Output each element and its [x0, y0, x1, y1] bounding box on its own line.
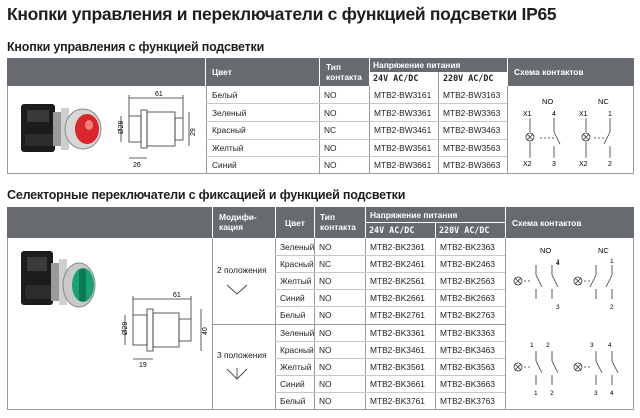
header-contact-type: Тип контакта: [326, 62, 362, 82]
pushbutton-dimension-drawing: [107, 86, 205, 174]
pushbutton-contact-scheme: [510, 88, 632, 172]
cell-color: Зеленый: [280, 242, 314, 252]
cell-24v: MTB2-BK3361: [370, 328, 425, 338]
cell-type: NC: [319, 259, 332, 269]
cell-type: NO: [319, 276, 332, 286]
header-voltage: Напряжение питания: [370, 210, 458, 220]
svg-text:4: 4: [610, 390, 614, 397]
page-title: Кнопки управления и переключатели с функцией подсветки IP65: [7, 4, 557, 24]
section1-table: [7, 58, 634, 174]
cell-24v: MTB2-BW3561: [374, 143, 432, 153]
cell-24v: MTB2-BW3661: [374, 160, 432, 170]
section2-title: Селекторные переключатели с фиксацией и функцией подсветки: [7, 188, 406, 202]
cell-type: NO: [319, 396, 332, 406]
svg-text:2: 2: [608, 161, 612, 168]
cell-220v: MTB2-BK3663: [440, 379, 495, 389]
switch-3pos-symbol: [225, 367, 249, 383]
cell-220v: MTB2-BW3363: [443, 108, 501, 118]
group-label-2pos: 2 положения: [217, 265, 267, 275]
cell-220v: MTB2-BW3163: [443, 90, 501, 100]
cell-24v: MTB2-BW3461: [374, 125, 432, 135]
svg-text:1: 1: [608, 111, 612, 118]
cell-220v: MTB2-BW3563: [443, 143, 501, 153]
cell-color: Зеленый: [212, 108, 247, 118]
cell-type: NO: [319, 362, 332, 372]
svg-text:2: 2: [550, 390, 554, 397]
svg-text:2: 2: [610, 304, 614, 311]
green-selector-image: [15, 245, 111, 325]
svg-text:1: 1: [530, 342, 534, 349]
cell-24v: MTB2-BK2361: [370, 242, 425, 252]
cell-220v: MTB2-BK3763: [440, 396, 495, 406]
cell-color: Зеленый: [280, 328, 314, 338]
svg-text:2: 2: [546, 342, 550, 349]
cell-24v: MTB2-BW3161: [374, 90, 432, 100]
cell-type: NO: [319, 345, 332, 355]
header-scheme: Схема контактов: [514, 67, 584, 77]
header-contact-type: Тип контакта: [320, 212, 356, 232]
dim-diameter: Ø29: [122, 321, 129, 335]
cell-24v: MTB2-BK2461: [370, 259, 425, 269]
dim-diameter: Ø28: [118, 120, 125, 134]
selector-3pos-contact-scheme: [508, 327, 632, 407]
cell-24v: MTB2-BK3661: [370, 379, 425, 389]
cell-color: Красный: [280, 345, 314, 355]
scheme-nc-label: NC: [598, 97, 609, 106]
cell-color: Синий: [280, 379, 305, 389]
header-220v: 220V AC/DC: [439, 225, 490, 235]
cell-color: Белый: [280, 310, 306, 320]
cell-220v: MTB2-BK2463: [440, 259, 495, 269]
cell-type: NO: [319, 310, 332, 320]
cell-type: NO: [324, 108, 337, 118]
scheme-no-label: NO: [542, 97, 554, 106]
cell-24v: MTB2-BW3361: [374, 108, 432, 118]
scheme-no-label: NO: [540, 246, 552, 255]
svg-text:3: 3: [556, 304, 560, 311]
svg-text:4: 4: [608, 342, 612, 349]
cell-color: Желтый: [280, 276, 312, 286]
cell-color: Желтый: [212, 143, 244, 153]
group-label-3pos: 3 положения: [217, 350, 267, 360]
cell-type: NO: [319, 379, 332, 389]
cell-220v: MTB2-BK3363: [440, 328, 495, 338]
cell-color: Белый: [212, 90, 238, 100]
section1-title: Кнопки управления с функцией подсветки: [7, 40, 265, 54]
cell-24v: MTB2-BK3561: [370, 362, 425, 372]
svg-text:3: 3: [594, 390, 598, 397]
dim-height: 29: [190, 128, 197, 136]
cell-24v: MTB2-BK3761: [370, 396, 425, 406]
cell-type: NO: [324, 160, 337, 170]
cell-24v: MTB2-BK2661: [370, 293, 425, 303]
scheme-nc-label: NC: [598, 246, 609, 255]
cell-220v: MTB2-BW3463: [443, 125, 501, 135]
cell-220v: MTB2-BK2363: [440, 242, 495, 252]
svg-text:1: 1: [534, 390, 538, 397]
svg-text:X1: X1: [579, 111, 588, 118]
cell-220v: MTB2-BK2763: [440, 310, 495, 320]
dim-height: 40: [202, 327, 209, 335]
cell-color: Белый: [280, 396, 306, 406]
cell-color: Красный: [280, 259, 314, 269]
cell-type: NC: [324, 125, 337, 135]
cell-color: Желтый: [280, 362, 312, 372]
cell-220v: MTB2-BK3563: [440, 362, 495, 372]
svg-text:X2: X2: [579, 161, 588, 168]
cell-24v: MTB2-BK2561: [370, 276, 425, 286]
dim-length: 61: [155, 91, 163, 98]
cell-type: NO: [319, 242, 332, 252]
cell-220v: MTB2-BK3463: [440, 345, 495, 355]
cell-type: NO: [319, 293, 332, 303]
header-scheme: Схема контактов: [512, 218, 582, 228]
switch-2pos-symbol: [225, 283, 249, 297]
header-voltage: Напряжение питания: [373, 60, 461, 70]
header-220v: 220V AC/DC: [443, 73, 494, 83]
cell-24v: MTB2-BK2761: [370, 310, 425, 320]
cell-type: NO: [319, 328, 332, 338]
selector-dimension-drawing: [113, 287, 211, 377]
svg-text:4: 4: [556, 260, 560, 267]
header-color: Цвет: [212, 67, 232, 77]
red-pushbutton-image: [17, 94, 107, 166]
cell-220v: MTB2-BK2663: [440, 293, 495, 303]
cell-color: Синий: [280, 293, 305, 303]
header-modification: Модифи-кация: [219, 212, 257, 232]
svg-text:3: 3: [590, 342, 594, 349]
svg-text:X2: X2: [523, 161, 532, 168]
cell-220v: MTB2-BK2563: [440, 276, 495, 286]
header-24v: 24V AC/DC: [373, 73, 419, 83]
cell-24v: MTB2-BK3461: [370, 345, 425, 355]
cell-color: Красный: [212, 125, 246, 135]
svg-text:3: 3: [552, 161, 556, 168]
header-color: Цвет: [285, 218, 305, 228]
svg-text:X1: X1: [523, 111, 532, 118]
selector-2pos-contact-scheme: [508, 241, 632, 323]
cell-220v: MTB2-BW3663: [443, 160, 501, 170]
svg-text:1: 1: [610, 258, 614, 265]
dim-length: 61: [173, 292, 181, 299]
cell-type: NO: [324, 90, 337, 100]
dim-depth: 26: [133, 162, 141, 169]
section2-table: [7, 207, 634, 410]
svg-text:4: 4: [552, 111, 556, 118]
header-24v: 24V AC/DC: [369, 225, 415, 235]
cell-type: NO: [324, 143, 337, 153]
dim-depth: 19: [139, 362, 147, 369]
cell-color: Синий: [212, 160, 237, 170]
